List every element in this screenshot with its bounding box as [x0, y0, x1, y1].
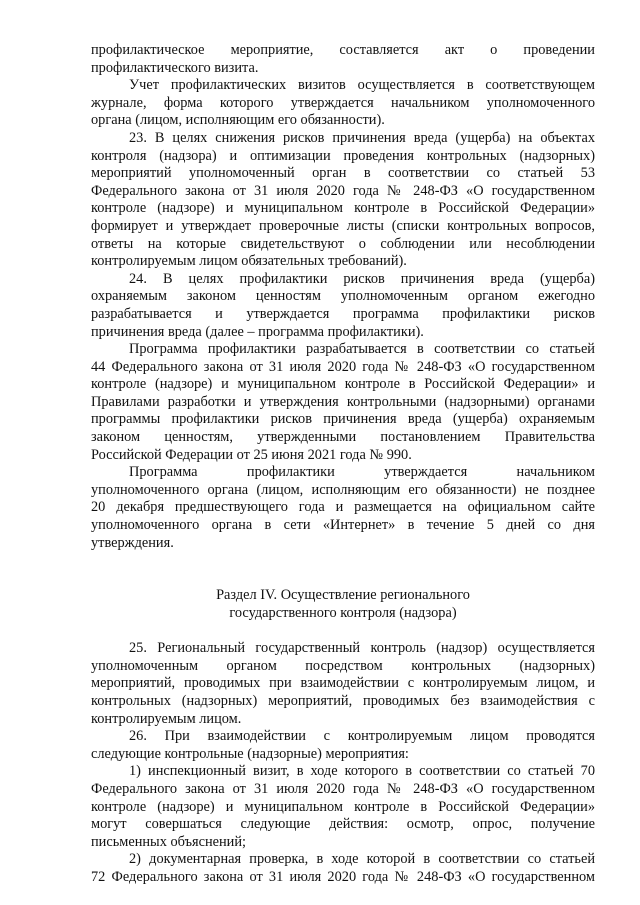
- blank-line: [91, 623, 595, 641]
- text-line: охраняемым законом ценностям уполномоченным органом ежегодно: [91, 288, 595, 305]
- blank-line: [91, 570, 595, 588]
- text-line: мероприятий, проводимых при взаимодействии с контролируемым лицом, и: [91, 675, 595, 692]
- text-line: уполномоченного органа в сети «Интернет» в течение 5 дней со дня: [91, 517, 595, 534]
- text-line: 2) документарная проверка, в ходе которой в соответствии со статьей: [129, 851, 595, 868]
- text-line: контроле (надзоре) и муниципальном контроле в Российской Федерации»: [91, 798, 595, 815]
- text-line: контроля (надзора) и оптимизации проведения контрольных (надзорных): [91, 147, 595, 164]
- text-line: Федерального закона от 31 июля 2020 года № 248-ФЗ «О государственном: [91, 182, 595, 199]
- text-line: 26. При взаимодействии с контролируемым лицом проводятся: [129, 728, 595, 745]
- text-line: ответы на которые свидетельствуют о соблюдении или несоблюдении: [91, 235, 595, 252]
- section-heading-line: Раздел IV. Осуществление регионального: [216, 587, 470, 604]
- text-line: законом ценностям, утвержденными постановлением Правительства: [91, 429, 595, 446]
- text-line: Программа профилактики утверждается начальником: [129, 464, 595, 481]
- text-line: следующие контрольные (надзорные) мероприятия:: [91, 745, 409, 762]
- text-line: утверждения.: [91, 534, 174, 551]
- text-line: журнале, форма которого утверждается начальником уполномоченного: [91, 94, 595, 111]
- text-line: 25. Региональный государственный контроль (надзор) осуществляется: [129, 640, 595, 657]
- text-line: Правилами разработки и утверждения контрольными (надзорными) органами: [91, 393, 595, 410]
- text-line: 24. В целях профилактики рисков причинения вреда (ущерба): [129, 270, 595, 287]
- text-line: контрольных (надзорных) мероприятий, проводимых без взаимодействия с: [91, 692, 595, 709]
- text-line: уполномоченного органа (лицом, исполняющим его обязанности) не позднее: [91, 481, 595, 498]
- text-line: Учет профилактических визитов осуществляется в соответствующем: [129, 77, 595, 94]
- text-line: контроле (надзоре) и муниципальном контроле в Российской Федерации» и: [91, 376, 595, 393]
- text-line: 44 Федерального закона от 31 июля 2020 года № 248-ФЗ «О государственном: [91, 358, 595, 375]
- text-line: могут совершаться следующие действия: осмотр, опрос, получение: [91, 816, 595, 833]
- text-line: контролируемым лицом.: [91, 710, 242, 727]
- text-line: Российской Федерации от 25 июня 2021 года № 990.: [91, 446, 412, 463]
- text-line: разрабатывается и утверждается программа профилактики рисков: [91, 305, 595, 322]
- text-line: программы профилактики рисков причинения вреда (ущерба) охраняемым: [91, 411, 595, 428]
- text-line: профилактического визита.: [91, 59, 259, 76]
- text-line: 72 Федерального закона от 31 июля 2020 года № 248-ФЗ «О государственном: [91, 868, 595, 885]
- text-line: формирует и утверждает проверочные листы (списки контрольных вопросов,: [91, 217, 595, 234]
- text-line: причинения вреда (далее – программа профилактики).: [91, 323, 424, 340]
- text-line: уполномоченным органом посредством контрольных (надзорных): [91, 657, 595, 674]
- text-line: 23. В целях снижения рисков причинения вреда (ущерба) на объектах: [129, 129, 595, 146]
- text-line: органа (лицом, исполняющим его обязанности).: [91, 112, 385, 129]
- text-line: письменных объяснений;: [91, 833, 247, 850]
- text-line: мероприятий уполномоченный орган в соответствии со статьей 53: [91, 165, 595, 182]
- text-line: Программа профилактики разрабатывается в соответствии со статьей: [129, 341, 595, 358]
- text-line: 1) инспекционный визит, в ходе которого в соответствии со статьей 70: [129, 763, 595, 780]
- text-line: контроле (надзоре) и муниципальном контроле в Российской Федерации»: [91, 200, 595, 217]
- text-line: контролируемым лицом обязательных требований).: [91, 253, 407, 270]
- document-page: [91, 42, 595, 887]
- section-heading-line: государственного контроля (надзора): [229, 605, 457, 621]
- blank-line: [91, 552, 595, 570]
- text-line: 20 декабря предшествующего года и размещается на официальном сайте: [91, 499, 595, 516]
- text-line: профилактическое мероприятие, составляется акт о проведении: [91, 42, 595, 58]
- text-line: Федерального закона от 31 июля 2020 года № 248-ФЗ «О государственном: [91, 780, 595, 797]
